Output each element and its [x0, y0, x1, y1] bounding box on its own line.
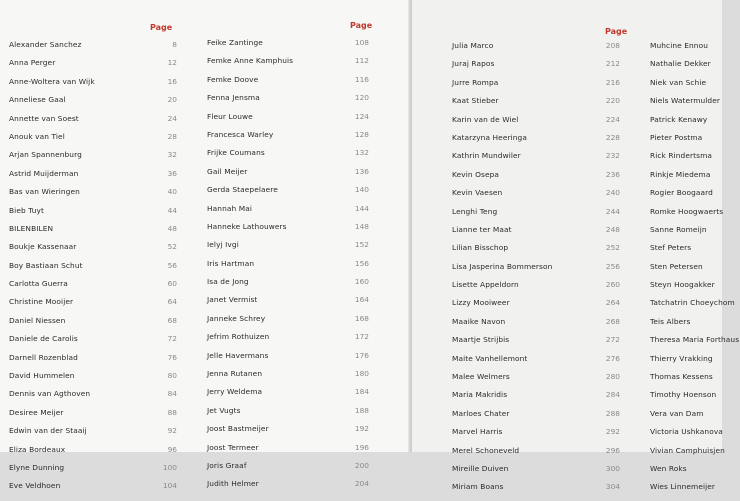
entry-name: Niek van Schie: [650, 77, 707, 87]
entry-page-number: 92: [167, 426, 177, 436]
entry-name: Desiree Meijer: [9, 407, 64, 417]
index-entry: [207, 295, 397, 313]
entry-page-number: 268: [605, 316, 620, 326]
entry-name: Eliza Bordeaux: [9, 444, 66, 454]
entry-name: Hanneke Lathouwers: [207, 221, 287, 231]
entry-page-number: 36: [167, 168, 177, 178]
entry-name: Judith Helmer: [207, 479, 259, 489]
entry-name: Juraj Rapos: [452, 59, 495, 69]
entry-name: Frijke Coumans: [207, 148, 265, 158]
entry-page-number: 192: [354, 424, 369, 434]
index-entry: [452, 170, 652, 188]
right-page: [412, 0, 740, 492]
entry-name: Eve Veldhoen: [9, 481, 61, 491]
entry-name: Kathrin Mundwiler: [452, 151, 521, 161]
index-entry: [452, 151, 652, 169]
entry-page-number: 276: [605, 353, 620, 363]
entry-page-number: 88: [167, 407, 177, 417]
index-entry: [9, 169, 199, 187]
entry-name: Muhcine Ennou: [650, 41, 708, 50]
index-entry: [9, 334, 199, 352]
entry-page-number: 20: [167, 95, 177, 105]
entry-name: Maaike Navon: [452, 316, 506, 326]
index-entry: [207, 240, 397, 258]
index-entry: [650, 409, 740, 427]
entry-name: Daniel Niessen: [9, 315, 66, 325]
entry-page-number: 156: [354, 258, 369, 268]
entry-name: Anna Perger: [9, 58, 56, 68]
index-entry: [452, 298, 652, 316]
entry-page-number: 56: [167, 260, 177, 270]
name-index-col1: [9, 40, 199, 500]
entry-name: Jurre Rompa: [452, 77, 499, 87]
page-header-col2: Page: [350, 21, 373, 30]
entry-name: Victoria Ushkanova: [650, 427, 723, 437]
entry-page-number: 212: [605, 59, 620, 69]
entry-page-number: 244: [605, 206, 620, 216]
index-entry: [207, 479, 397, 497]
index-entry: [207, 351, 397, 369]
index-entry: [9, 77, 199, 95]
entry-name: Fleur Louwe: [207, 111, 253, 121]
index-entry: [207, 443, 397, 461]
index-entry: [9, 389, 199, 407]
index-entry: [650, 78, 740, 96]
index-entry: [452, 133, 652, 151]
name-index-col3: [452, 41, 652, 501]
entry-page-number: 68: [167, 315, 177, 325]
entry-name: Darnell Rozenblad: [9, 352, 78, 362]
index-entry: [207, 185, 397, 203]
entry-name: Rick Rindertsma: [650, 151, 713, 161]
entry-name: Maite Vanhellemont: [452, 353, 528, 363]
entry-name: David Hummelen: [9, 371, 75, 381]
entry-page-number: 272: [605, 335, 620, 345]
entry-name: Nathalie Dekker: [650, 59, 711, 69]
entry-name: Gail Meijer: [207, 166, 248, 176]
entry-name: Feike Zantinge: [207, 38, 263, 47]
entry-name: Malee Welmers: [452, 372, 510, 382]
entry-page-number: 96: [167, 444, 177, 454]
entry-name: Iris Hartman: [207, 258, 255, 268]
index-entry: [207, 424, 397, 442]
entry-name: Christine Mooijer: [9, 297, 74, 307]
entry-page-number: 248: [605, 224, 620, 234]
entry-page-number: 24: [167, 113, 177, 123]
index-entry: [9, 408, 199, 426]
entry-page-number: 304: [605, 482, 620, 492]
entry-page-number: 236: [605, 169, 620, 179]
entry-page-number: 252: [605, 243, 620, 253]
entry-name: Femke Doove: [207, 74, 259, 84]
entry-name: Jet Vugts: [207, 405, 241, 415]
index-entry: [207, 406, 397, 424]
entry-page-number: 120: [354, 93, 369, 103]
index-entry: [650, 354, 740, 372]
entry-name: Kevin Vaesen: [452, 188, 503, 198]
index-entry: [207, 112, 397, 130]
entry-page-number: 12: [167, 58, 177, 68]
entry-page-number: 204: [354, 479, 369, 489]
index-entry: [452, 317, 652, 335]
entry-name: Sanne Romeijn: [650, 224, 707, 234]
entry-name: Anneliese Gaal: [9, 95, 66, 105]
entry-name: Vivian Camphuisjen: [650, 445, 725, 455]
entry-name: Miriam Boans: [452, 482, 504, 492]
index-entry: [650, 464, 740, 482]
index-entry: [9, 150, 199, 168]
entry-page-number: 240: [605, 188, 620, 198]
index-entry: [207, 461, 397, 479]
index-entry: [650, 59, 740, 77]
entry-name: Jenna Rutanen: [207, 369, 263, 379]
entry-name: Joris Graaf: [207, 460, 247, 470]
entry-name: Janet Vermist: [207, 295, 258, 305]
page-header-col3: Page: [605, 27, 628, 36]
entry-name: Maria Makridis: [452, 390, 508, 400]
entry-page-number: 40: [167, 187, 177, 197]
index-entry: [207, 277, 397, 295]
index-entry: [452, 262, 652, 280]
index-entry: [452, 207, 652, 225]
entry-name: Stef Peters: [650, 243, 692, 253]
entry-page-number: 112: [354, 56, 369, 66]
entry-page-number: 200: [354, 460, 369, 470]
index-entry: [452, 188, 652, 206]
entry-name: Daniele de Carolis: [9, 334, 78, 344]
entry-page-number: 32: [167, 150, 177, 160]
entry-name: Bieb Tuyt: [9, 205, 44, 215]
index-entry: [9, 316, 199, 334]
entry-name: BILENBILEN: [9, 223, 54, 233]
index-entry: [9, 261, 199, 279]
index-entry: [9, 463, 199, 481]
entry-name: Annette van Soest: [9, 113, 79, 123]
name-index-col2: [207, 38, 397, 498]
index-entry: [9, 40, 199, 58]
index-entry: [452, 78, 652, 96]
entry-name: Gerda Staepelaere: [207, 185, 278, 195]
entry-page-number: 152: [354, 240, 369, 250]
index-entry: [207, 38, 397, 56]
entry-page-number: 184: [354, 387, 369, 397]
index-entry: [9, 481, 199, 499]
entry-name: Rinkje Miedema: [650, 169, 711, 179]
index-entry: [9, 353, 199, 371]
entry-page-number: 224: [605, 114, 620, 124]
entry-page-number: 172: [354, 332, 369, 342]
entry-name: Femke Anne Kamphuis: [207, 56, 294, 66]
index-entry: [9, 95, 199, 113]
index-entry: [452, 243, 652, 261]
entry-page-number: 164: [354, 295, 369, 305]
entry-name: Lilian Bisschop: [452, 243, 509, 253]
entry-page-number: 288: [605, 408, 620, 418]
index-entry: [452, 446, 652, 464]
entry-name: Vera van Dam: [650, 408, 704, 418]
entry-page-number: 72: [167, 334, 177, 344]
entry-page-number: 216: [605, 77, 620, 87]
entry-name: Steyn Hoogakker: [650, 280, 715, 290]
index-entry: [207, 259, 397, 277]
index-entry: [650, 280, 740, 298]
entry-page-number: 132: [354, 148, 369, 158]
entry-name: Romke Hoogwaerts: [650, 206, 724, 216]
entry-page-number: 180: [354, 369, 369, 379]
entry-page-number: 148: [354, 221, 369, 231]
entry-name: Wies Linnemeijer: [650, 482, 716, 492]
index-entry: [452, 464, 652, 482]
index-entry: [9, 187, 199, 205]
index-entry: [9, 297, 199, 315]
index-entry: [207, 369, 397, 387]
entry-name: Jefrim Rothuizen: [207, 332, 270, 342]
entry-name: Rogier Boogaard: [650, 188, 713, 198]
entry-name: Elyne Dunning: [9, 462, 65, 472]
index-entry: [650, 390, 740, 408]
index-entry: [452, 96, 652, 114]
index-entry: [9, 224, 199, 242]
index-entry: [452, 225, 652, 243]
entry-name: Lianne ter Maat: [452, 224, 512, 234]
entry-name: Ielyj Ivgi: [207, 240, 239, 250]
entry-page-number: 264: [605, 298, 620, 308]
entry-page-number: 300: [605, 463, 620, 473]
entry-page-number: 84: [167, 389, 177, 399]
entry-page-number: 100: [162, 462, 177, 472]
index-entry: [452, 59, 652, 77]
index-entry: [650, 482, 740, 500]
index-entry: [9, 279, 199, 297]
entry-page-number: 48: [167, 223, 177, 233]
entry-name: Mireille Duiven: [452, 463, 509, 473]
index-entry: [650, 262, 740, 280]
index-entry: [650, 151, 740, 169]
entry-name: Boy Bastiaan Schut: [9, 260, 83, 270]
entry-page-number: 44: [167, 205, 177, 215]
entry-page-number: 220: [605, 96, 620, 106]
entry-page-number: 188: [354, 405, 369, 415]
index-entry: [207, 387, 397, 405]
entry-page-number: 284: [605, 390, 620, 400]
entry-name: Lisa Jasperina Bommerson: [452, 261, 553, 271]
index-entry: [650, 170, 740, 188]
entry-name: Thierry Vrakking: [650, 353, 713, 363]
index-entry: [650, 372, 740, 390]
index-entry: [650, 207, 740, 225]
entry-page-number: 124: [354, 111, 369, 121]
entry-name: Boukje Kassenaar: [9, 242, 77, 252]
entry-name: Isa de Jong: [207, 277, 249, 287]
entry-name: Tatchatrin Choeychom: [650, 298, 735, 308]
index-entry: [452, 482, 652, 500]
index-entry: [452, 390, 652, 408]
entry-name: Anne-Woltera van Wijk: [9, 76, 95, 86]
entry-name: Carlotta Guerra: [9, 279, 68, 289]
entry-page-number: 260: [605, 280, 620, 290]
entry-name: Lisette Appeldorn: [452, 280, 519, 290]
index-entry: [207, 167, 397, 185]
index-entry: [9, 426, 199, 444]
entry-name: Astrid Muijderman: [9, 168, 79, 178]
index-entry: [207, 148, 397, 166]
entry-name: Hannah Mai: [207, 203, 252, 213]
entry-name: Joost Termeer: [207, 442, 259, 452]
entry-page-number: 196: [354, 442, 369, 452]
entry-name: Francesca Warley: [207, 129, 274, 139]
index-entry: [207, 93, 397, 111]
entry-name: Timothy Hoenson: [650, 390, 717, 400]
entry-name: Janneke Schrey: [207, 313, 266, 323]
entry-page-number: 128: [354, 129, 369, 139]
index-entry: [650, 188, 740, 206]
index-entry: [650, 133, 740, 151]
entry-page-number: 136: [354, 166, 369, 176]
index-entry: [207, 314, 397, 332]
entry-name: Thomas Kessens: [650, 372, 713, 382]
entry-name: Wen Roks: [650, 463, 687, 473]
index-entry: [650, 427, 740, 445]
entry-page-number: 208: [605, 41, 620, 50]
index-entry: [207, 222, 397, 240]
index-entry: [207, 332, 397, 350]
index-entry: [9, 132, 199, 150]
index-entry: [207, 204, 397, 222]
entry-page-number: 176: [354, 350, 369, 360]
entry-name: Lenghi Teng: [452, 206, 498, 216]
index-entry: [9, 445, 199, 463]
index-entry: [207, 75, 397, 93]
entry-page-number: 144: [354, 203, 369, 213]
index-entry: [452, 280, 652, 298]
entry-name: Jelle Havermans: [207, 350, 269, 360]
entry-name: Niels Watermulder: [650, 96, 721, 106]
entry-name: Patrick Kenawy: [650, 114, 708, 124]
entry-name: Marloes Chater: [452, 408, 510, 418]
entry-name: Arjan Spannenburg: [9, 150, 82, 160]
entry-name: Jerry Weldema: [207, 387, 263, 397]
index-entry: [452, 354, 652, 372]
index-entry: [452, 427, 652, 445]
entry-page-number: 160: [354, 277, 369, 287]
entry-name: Maartje Strijbis: [452, 335, 510, 345]
entry-page-number: 228: [605, 132, 620, 142]
entry-page-number: 256: [605, 261, 620, 271]
entry-page-number: 116: [354, 74, 369, 84]
entry-page-number: 168: [354, 313, 369, 323]
entry-page-number: 292: [605, 427, 620, 437]
entry-name: Katarzyna Heeringa: [452, 132, 527, 142]
index-entry: [452, 335, 652, 353]
entry-page-number: 80: [167, 371, 177, 381]
index-entry: [650, 115, 740, 133]
entry-name: Karin van de Wiel: [452, 114, 519, 124]
entry-name: Julia Marco: [452, 41, 494, 50]
index-entry: [9, 58, 199, 76]
entry-page-number: 28: [167, 131, 177, 141]
index-entry: [650, 335, 740, 353]
index-entry: [650, 298, 740, 316]
entry-name: Edwin van der Staaij: [9, 426, 87, 436]
entry-name: Bas van Wieringen: [9, 187, 80, 197]
entry-page-number: 280: [605, 372, 620, 382]
index-entry: [650, 41, 740, 59]
entry-page-number: 8: [172, 40, 177, 49]
entry-name: Lizzy Mooiweer: [452, 298, 510, 308]
page-header-col1: Page: [150, 23, 173, 32]
entry-name: Pieter Postma: [650, 132, 703, 142]
entry-page-number: 60: [167, 279, 177, 289]
index-entry: [452, 115, 652, 133]
index-entry: [452, 372, 652, 390]
entry-name: Sten Petersen: [650, 261, 703, 271]
entry-page-number: 108: [354, 38, 369, 47]
entry-page-number: 104: [162, 481, 177, 491]
entry-name: Marvel Harris: [452, 427, 503, 437]
entry-name: Joost Bastmeijer: [207, 424, 269, 434]
entry-page-number: 76: [167, 352, 177, 362]
index-entry: [207, 56, 397, 74]
entry-name: Kaat Stieber: [452, 96, 499, 106]
index-entry: [9, 114, 199, 132]
entry-name: Teis Albers: [650, 316, 691, 326]
entry-name: Fenna Jensma: [207, 93, 260, 103]
entry-page-number: 140: [354, 185, 369, 195]
entry-name: Alexander Sanchez: [9, 40, 82, 49]
entry-name: Merel Schoneveld: [452, 445, 520, 455]
index-entry: [452, 41, 652, 59]
index-entry: [650, 243, 740, 261]
entry-page-number: 232: [605, 151, 620, 161]
entry-page-number: 16: [167, 76, 177, 86]
entry-page-number: 296: [605, 445, 620, 455]
index-entry: [650, 96, 740, 114]
index-entry: [9, 371, 199, 389]
entry-name: Kevin Osepa: [452, 169, 500, 179]
entry-page-number: 52: [167, 242, 177, 252]
entry-name: Dennis van Agthoven: [9, 389, 91, 399]
index-entry: [650, 317, 740, 335]
index-entry: [9, 206, 199, 224]
name-index-col4: [650, 41, 740, 501]
index-entry: [452, 409, 652, 427]
index-entry: [650, 446, 740, 464]
entry-name: Anouk van Tiel: [9, 131, 65, 141]
entry-name: Theresa Maria Forthaus: [650, 335, 740, 345]
index-entry: [9, 242, 199, 260]
index-entry: [207, 130, 397, 148]
entry-page-number: 64: [167, 297, 177, 307]
index-entry: [650, 225, 740, 243]
